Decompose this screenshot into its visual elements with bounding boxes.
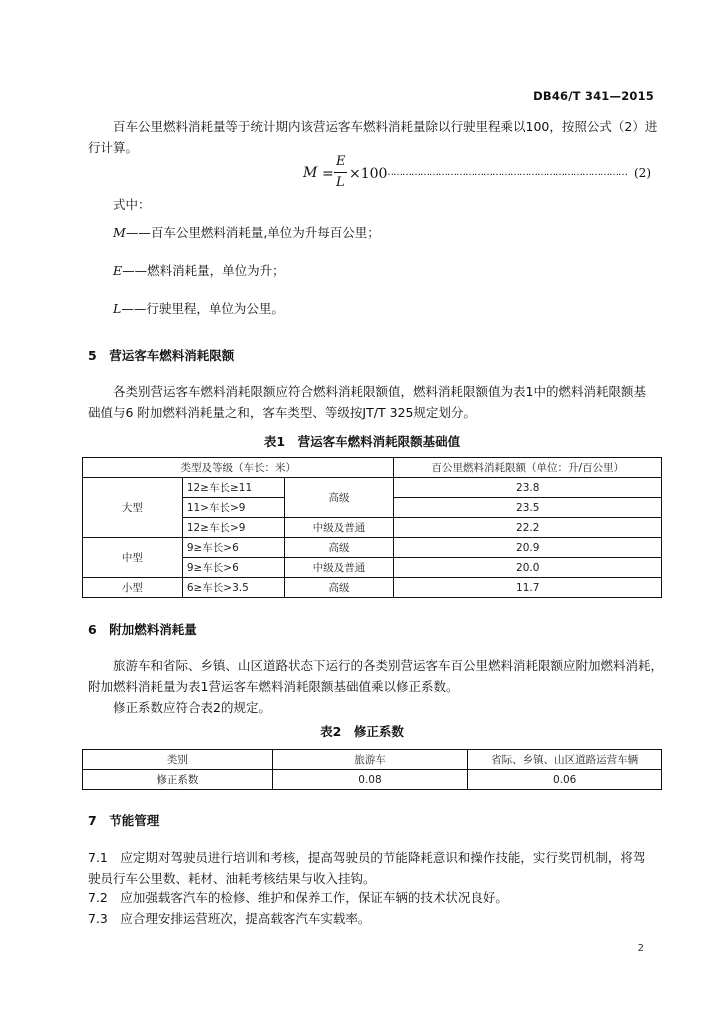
- section-5-line-1: 各类别营运客车燃料消耗限额应符合燃料消耗限额值，燃料消耗限额值为表1中的燃料消耗限额基: [113, 384, 646, 399]
- where-item-l-text: ——行驶里程，单位为公里。: [121, 301, 284, 316]
- document-code: DB46/T 341—2015: [533, 89, 654, 103]
- length-cell: 12≥车长>9: [182, 518, 284, 538]
- formula-times: ×100: [349, 166, 388, 182]
- formula-number: (2): [634, 166, 651, 180]
- value-cell: 0.06: [468, 770, 662, 790]
- length-cell: 9≥车长>6: [182, 558, 284, 578]
- group-small: 小型: [83, 578, 183, 598]
- section-6-title: 6 附加燃料消耗量: [88, 622, 197, 637]
- page-number: 2: [637, 943, 644, 954]
- where-item-e: [113, 260, 285, 281]
- where-item-m: [113, 222, 380, 243]
- clause-7-3: [88, 908, 370, 929]
- value-cell: 23.5: [394, 498, 662, 518]
- clause-7-2: [88, 887, 508, 908]
- group-medium: 中型: [83, 538, 183, 578]
- intro-line-2: 行计算。: [88, 140, 139, 155]
- length-cell: 12≥车长≥11: [182, 478, 284, 498]
- table-1-header-limit: 百公里燃料消耗限额（单位：升/百公里）: [394, 458, 662, 478]
- symbol-l: L: [113, 301, 122, 316]
- formula-lhs: M: [303, 165, 318, 181]
- value-cell: 11.7: [394, 578, 662, 598]
- fraction-bar: [334, 172, 347, 173]
- formula-denominator: L: [336, 175, 345, 190]
- formula-numerator: E: [336, 154, 346, 169]
- formula-leader-dots: ………………………………………………………………………: [384, 167, 627, 178]
- symbol-e: E: [113, 263, 123, 278]
- value-cell: 0.08: [272, 770, 468, 790]
- section-6-line-3: 修正系数应符合表2的规定。: [113, 700, 271, 715]
- clause-7-1: [88, 847, 645, 889]
- table-row: [83, 578, 662, 598]
- where-item-l: [113, 298, 284, 319]
- table-row: [83, 478, 662, 498]
- clause-text: 应合理安排运营班次，提高载客汽车实载率。: [120, 911, 371, 926]
- grade-cell: 高级: [284, 478, 394, 518]
- group-large: 大型: [83, 478, 183, 538]
- table-2-header-road: 省际、乡镇、山区道路运营车辆: [468, 750, 662, 770]
- formula-equals: =: [322, 166, 334, 182]
- table-2-header-tour: 旅游车: [272, 750, 468, 770]
- table-row: [83, 770, 662, 790]
- table-2-row-label: 修正系数: [83, 770, 273, 790]
- table-1-caption: 表1 营运客车燃料消耗限额基础值: [263, 434, 461, 449]
- section-6-line-2: 附加燃料消耗量为表1营运客车燃料消耗限额基础值乘以修正系数。: [88, 679, 459, 694]
- clause-number: 7.1: [88, 850, 108, 865]
- where-item-m-text: ——百车公里燃料消耗量,单位为升每百公里；: [125, 225, 380, 240]
- length-cell: 9≥车长>6: [182, 538, 284, 558]
- grade-cell: 高级: [284, 578, 394, 598]
- clause-text: 应加强载客汽车的检修、维护和保养工作，保证车辆的技术状况良好。: [120, 890, 508, 905]
- grade-cell: 高级: [284, 538, 394, 558]
- table-2-header-category: 类别: [83, 750, 273, 770]
- grade-cell: 中级及普通: [284, 558, 394, 578]
- section-6-line-1: 旅游车和省际、乡镇、山区道路状态下运行的各类别营运客车百公里燃料消耗限额应附加燃料消耗，: [113, 658, 664, 673]
- section-6-paragraph: [88, 655, 663, 718]
- value-cell: 20.0: [394, 558, 662, 578]
- table-2: [82, 749, 662, 790]
- length-cell: 11>车长>9: [182, 498, 284, 518]
- intro-line-1: 百车公里燃料消耗量等于统计期内该营运客车燃料消耗量除以行驶里程乘以100，按照公式（2）进: [113, 119, 658, 134]
- clause-text: 应定期对驾驶员进行培训和考核，提高驾驶员的节能降耗意识和操作技能，实行奖罚机制，将驾: [120, 850, 646, 865]
- table-1-header-type: 类型及等级（车长：米）: [83, 458, 394, 478]
- table-1-header-row: [83, 458, 662, 478]
- intro-paragraph: [88, 116, 657, 158]
- where-item-e-text: ——燃料消耗量，单位为升；: [122, 263, 285, 278]
- value-cell: 23.8: [394, 478, 662, 498]
- length-cell: 6≥车长>3.5: [182, 578, 284, 598]
- symbol-m: M: [113, 225, 126, 240]
- table-2-header-row: [83, 750, 662, 770]
- where-label: 式中：: [113, 197, 151, 212]
- grade-cell: 中级及普通: [284, 518, 394, 538]
- clause-text-continued: 驶员行车公里数、耗材、油耗考核结果与收入挂钩。: [88, 871, 376, 886]
- table-1: [82, 457, 662, 598]
- section-5-line-2: 础值与6 附加燃料消耗量之和，客车类型、等级按JT/T 325规定划分。: [88, 405, 476, 420]
- section-5-title: 5 营运客车燃料消耗限额: [88, 348, 235, 363]
- section-7-title: 7 节能管理: [88, 813, 160, 828]
- value-cell: 20.9: [394, 538, 662, 558]
- value-cell: 22.2: [394, 518, 662, 538]
- table-2-caption: 表2 修正系数: [320, 724, 404, 739]
- section-5-paragraph: [88, 381, 646, 423]
- clause-number: 7.3: [88, 911, 108, 926]
- table-row: [83, 538, 662, 558]
- clause-number: 7.2: [88, 890, 108, 905]
